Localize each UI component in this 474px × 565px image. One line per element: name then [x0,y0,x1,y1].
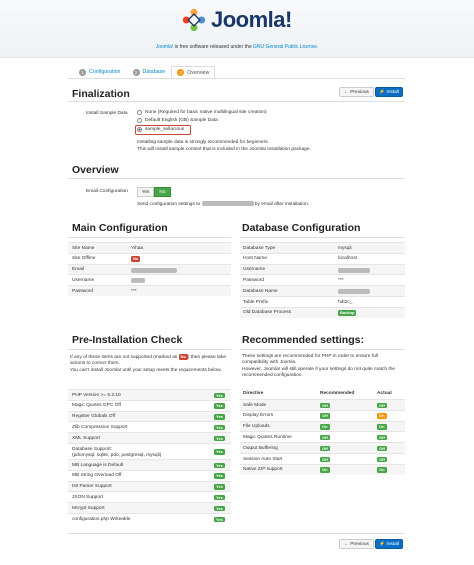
main-config-table [68,242,231,298]
row-label: JSON Support [72,494,103,500]
row-label: INI Parser Support [72,484,112,490]
row-label: Host Name [243,256,267,262]
status-badge: On [322,467,328,473]
row-label: Output Buffering [243,445,278,451]
no-toggle-button[interactable]: No [154,187,171,197]
radio-circle[interactable] [137,118,142,123]
radio-default-english[interactable] [137,118,218,123]
step-number: 2 [133,69,140,76]
row-label: Table Prefix [243,299,269,305]
row-value: *** [338,277,344,283]
row-label: Site Name [72,245,95,251]
divider [68,237,231,238]
recommended-intro [242,354,404,380]
table-row [68,513,231,524]
radio-circle[interactable] [137,110,142,115]
status-badge: No [180,354,186,359]
row-label: Native ZIP support [243,467,283,473]
row-label: Magic Quotes GPC Off [72,403,121,409]
radio-none[interactable] [137,110,267,115]
install-button-bottom[interactable]: ⚡ Install [375,539,403,549]
status-badge: Off [379,456,385,462]
email-config-label: Email Configuration [86,189,128,194]
row-label: Password [243,277,265,283]
status-badge: On [379,467,385,473]
joomla-logo-icon [180,6,208,34]
status-badge: Off [322,413,328,419]
status-badge: Yes [216,403,223,409]
table-row [68,502,231,513]
table-row [240,421,405,432]
step-number: 1 [79,69,86,76]
status-badge: Yes [216,473,223,479]
radio-circle-selected[interactable] [137,127,142,132]
table-row [240,442,405,453]
tabs-divider [68,78,405,79]
status-badge: Yes [216,414,223,420]
row-label: Register Globals Off [72,414,116,420]
joomla-link[interactable]: Joomla! [155,44,174,50]
table-row [68,470,231,481]
db-config-table [240,242,405,320]
table-row [240,264,405,275]
row-label: Username [243,267,266,273]
tab-label: Database [142,69,166,75]
table-row [68,253,231,264]
row-label: Database Name [243,288,278,294]
intro-text: However, Joomla! will still operate if your settings do not quite match the recommended configuration. [242,366,396,379]
divider [68,178,405,179]
page-header [0,0,474,58]
row-label: Mcrypt Support [72,505,105,511]
row-label: Site Offline [72,256,96,262]
tagline-text: is free software released under the [173,44,253,50]
redacted-value [131,278,145,283]
brand-name: Joomla! [211,7,292,32]
intro-text: You can't install Joomla! until your setup meets the requirements below. [70,367,222,373]
row-label: Magic Quotes Runtime [243,434,292,440]
divider [240,349,405,350]
row-value: hdt2c_ [338,299,353,305]
col-recommended: Recommended [320,391,355,396]
row-label: Username [72,277,95,283]
redacted-value [131,268,177,273]
table-row [68,443,231,459]
install-button[interactable]: ⚡ Install [375,87,403,97]
row-value: Yihaa [131,245,144,251]
table-row [68,411,231,422]
previous-button[interactable]: ← Previous [339,87,374,97]
redacted-value [338,289,370,294]
row-label: MB Language is Default [72,462,124,468]
step-number: 3 [177,69,184,76]
table-row [68,459,231,470]
table-row [240,296,405,307]
col-actual: Actual [377,391,392,396]
recommended-table [240,389,405,475]
row-label: Email [72,267,84,273]
status-badge: Yes [216,505,223,511]
send-prefix: Send configuration settings to [137,201,201,207]
yes-toggle-button[interactable]: Yes [137,187,154,197]
divider [68,349,231,350]
status-badge: No [133,256,139,262]
license-tagline [0,44,474,50]
table-row [240,464,405,475]
status-badge: Yes [216,494,223,500]
redacted-email [202,201,254,206]
row-label: PHP Version >= 5.3.10 [72,392,121,398]
row-label: File Uploads [243,424,270,430]
row-label: XML Support [72,435,100,441]
row-value: mysqli [338,245,352,251]
tab-label: Configuration [89,69,121,75]
status-badge: On [379,424,385,430]
status-badge: Off [379,402,385,408]
status-badge: Yes [216,484,223,490]
tab-label: Overview [187,69,210,76]
table-row [68,491,231,502]
table-row [240,285,405,296]
status-badge: Off [322,402,328,408]
table-row [68,274,231,285]
send-suffix: by email after installation. [254,201,310,207]
previous-button-bottom[interactable]: ← Previous [339,539,374,549]
status-badge: On [379,413,385,419]
status-badge: Off [379,434,385,440]
precheck-heading: Pre-Installation Check [72,334,183,346]
table-row [240,253,405,264]
table-row [68,421,231,432]
db-config-heading: Database Configuration [242,222,361,234]
row-label: MB String Overload Off [72,473,122,479]
table-row [240,431,405,442]
row-label: Database Type [243,245,276,251]
col-directive: Directive [243,391,264,396]
divider [68,533,405,534]
sample-data-label: Install Sample Data [86,111,128,116]
redacted-value [338,268,370,273]
row-label: Display Errors [243,413,274,419]
table-row [68,400,231,411]
divider [240,237,405,238]
divider [68,101,405,102]
row-label: Zlib Compression Support [72,424,128,430]
row-value: *** [131,288,137,294]
radio-sample-sellacious[interactable] [137,127,184,132]
sample-help-line1: Installing sample data is strongly recommended for beginners. [137,140,269,145]
status-badge: Backup [340,310,355,316]
status-badge: Yes [216,449,223,454]
finalization-heading: Finalization [72,88,130,100]
tab-configuration[interactable] [73,66,127,77]
gpl-link[interactable]: GNU General Public License. [252,44,319,50]
table-row [68,432,231,443]
intro-text: ) then please take actions to correct them. [70,355,227,367]
status-badge: Yes [216,424,223,430]
row-label: Database Support: [72,446,113,452]
table-row [240,453,405,464]
table-row [68,481,231,492]
row-sublabel: (pdomysql, sqlite, pdo, postgresql, mysqli) [72,452,162,458]
status-badge: Yes [216,392,223,398]
main-config-heading: Main Configuration [72,222,168,234]
status-badge: Yes [216,462,223,468]
table-row [240,399,405,410]
row-label: Password [72,288,94,294]
radio-label: sample_sellacious [145,127,185,132]
table-row [240,274,405,285]
table-row [68,389,231,400]
precheck-table [68,389,231,550]
status-badge: Yes [216,435,223,441]
radio-label: None (Required for basic native multilingual site creation) [145,110,267,115]
table-row [240,242,405,253]
radio-label: Default English (GB) Sample Data [145,118,218,123]
recommended-heading: Recommended settings: [242,334,364,346]
email-config-toggle [137,187,171,197]
send-config-text [137,201,309,208]
status-badge: Off [322,445,328,451]
status-badge: Yes [216,516,223,522]
overview-heading: Overview [72,164,119,176]
intro-text: These settings are recommended for PHP in order to ensure full compatibility with Joomla. [242,354,378,366]
status-badge: Off [322,456,328,462]
install-steps-tabs [73,66,215,78]
precheck-intro [70,354,232,374]
row-value: localhost [338,256,357,262]
row-label: Old Database Process [243,310,291,316]
row-label: Session Auto Start [243,456,283,462]
row-label: Safe Mode [243,402,267,408]
row-label: configuration.php Writeable [72,516,131,522]
status-badge: Off [379,445,385,451]
status-badge: Off [322,434,328,440]
table-row [68,264,231,275]
tab-database[interactable] [127,66,172,77]
tab-overview[interactable] [171,66,215,78]
table-row [68,285,231,296]
status-badge: On [322,424,328,430]
table-row [240,307,405,318]
table-row [68,242,231,253]
intro-text: If any of these items are not supported (marked as [70,355,178,360]
joomla-logo [180,6,292,34]
table-row [240,410,405,421]
sample-help-line2: This will install sample content that is included in the Joomla! installation package. [137,147,311,152]
